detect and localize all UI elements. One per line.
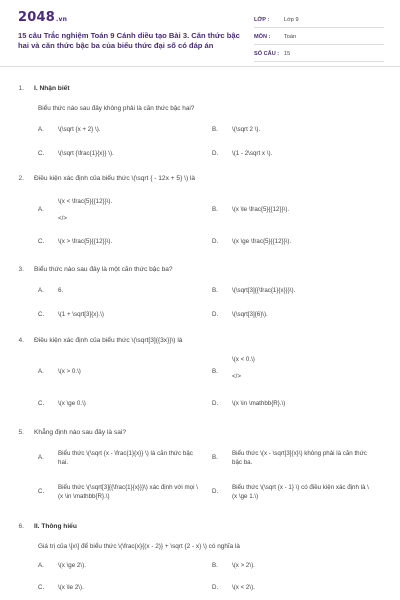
question-number: 4.	[18, 336, 24, 344]
option-a-line-1: \(x < \frac{5}{{12}}\).	[58, 198, 113, 205]
question-2	[0, 166, 400, 261]
meta-value: Toán	[284, 34, 297, 40]
question-number: 5.	[18, 428, 24, 436]
page-header	[0, 0, 400, 67]
options	[38, 556, 400, 600]
question-3	[0, 257, 400, 336]
option-b[interactable]: B. Biểu thức \(x - \sqrt[3]{x}\) không phải là căn thức bậc ba.	[212, 450, 367, 466]
option-c[interactable]: C. \(x \le 2\).	[38, 584, 84, 591]
option-b-line-2: </>	[232, 373, 241, 380]
question-header	[0, 257, 400, 281]
question-heading: I. Nhận biết	[34, 84, 70, 92]
meta-value: Lớp 9	[284, 17, 299, 23]
option-b-line-1: \(x < 0.\)	[232, 356, 255, 363]
option-a[interactable]: A. \(x > 0.\)	[38, 368, 81, 375]
option-b[interactable]: B. \(x > 2\).	[212, 562, 255, 569]
meta-row-grade	[254, 13, 384, 28]
option-c[interactable]: C. \(\sqrt {\frac{1}{x}} \).	[38, 150, 114, 157]
option-b[interactable]: B. \(x \le \frac{5}{{12}}\).	[212, 206, 290, 213]
options	[38, 352, 400, 424]
question-number: 6.	[18, 522, 24, 530]
question-heading: Điều kiện xác định của biểu thức \(\sqrt[3]{{3x}}\) là	[34, 336, 183, 344]
question-heading: Điều kiện xác định của biểu thức \(\sqrt { - 12x + 5} \) là	[34, 174, 196, 182]
options	[38, 190, 400, 260]
page-title: 15 câu Trắc nghiệm Toán 9 Cánh diều tạo Bài 3. Căn thức bậc hai và căn thức bậc ba của biểu thức đại số có đáp án	[18, 31, 240, 50]
question-stem: Giá trị của \[x\] để biểu thức \(\frac{x}{(x - 2)} + \sqrt {2 - x} \) có nghĩa là	[38, 543, 240, 550]
site-logo[interactable]	[18, 10, 67, 25]
question-number: 1.	[18, 84, 24, 92]
meta-value: 15	[284, 51, 291, 57]
option-c[interactable]: C. \(1 + \sqrt[3]{x}.\)	[38, 311, 104, 318]
meta-row-subject	[254, 30, 384, 45]
question-number: 2.	[18, 174, 24, 182]
option-b[interactable]: B. \(x < 0.\) </>	[212, 356, 255, 380]
meta-table	[254, 13, 384, 64]
option-a[interactable]: A. 6.	[38, 287, 64, 294]
option-b[interactable]: B. \(\sqrt[3]{{\frac{1}{x}}}\).	[212, 287, 296, 294]
option-d[interactable]: D. \(x \in \mathbb{R}.\)	[212, 400, 286, 407]
option-a[interactable]: A. \(x < \frac{5}{{12}}\). </>	[38, 198, 113, 222]
question-header	[0, 76, 400, 100]
option-d[interactable]: D. \(x \ge \frac{5}{{12}}\).	[212, 238, 292, 245]
meta-key: MÔN :	[254, 34, 271, 40]
question-header	[0, 166, 400, 190]
question-1	[0, 76, 400, 169]
option-d[interactable]: D. \(1 - 2\sqrt x \).	[212, 150, 273, 157]
option-c[interactable]: C. \(x \ge 0.\)	[38, 400, 86, 407]
option-b[interactable]: B. \(\sqrt 2 \).	[212, 126, 261, 133]
question-header	[0, 328, 400, 352]
logo-tld: .vn	[55, 16, 68, 23]
option-a-line-2: </>	[58, 215, 67, 222]
meta-row-count	[254, 47, 384, 62]
question-header	[0, 420, 400, 444]
option-d[interactable]: D. Biểu thức \(\sqrt {x - 1} \) có điều kiện xác định là \(x \ge 1.\)	[212, 484, 369, 500]
question-4	[0, 328, 400, 425]
logo-text: 2048	[18, 10, 55, 25]
option-a[interactable]: A. Biểu thức \(\sqrt {x - \frac{1}{x}} \) là căn thức bậc hai.	[38, 450, 193, 466]
question-5	[0, 420, 400, 521]
option-d[interactable]: D. \(\sqrt[3]{6}\).	[212, 311, 268, 318]
question-header	[0, 514, 400, 538]
question-6	[0, 514, 400, 600]
options	[38, 444, 400, 520]
meta-key: LỚP :	[254, 17, 270, 23]
options	[38, 118, 400, 168]
question-number: 3.	[18, 265, 24, 273]
option-a[interactable]: A. \(\sqrt {x + 2} \).	[38, 126, 101, 133]
options	[38, 281, 400, 335]
meta-key: SỐ CÂU :	[254, 51, 280, 57]
option-d[interactable]: D. \(x < 2\).	[212, 584, 255, 591]
option-c[interactable]: C. Biểu thức \(\sqrt[3]{{\frac{1}{x}}}\) xác định với mọi \(x \in \mathbb{R}.\)	[38, 484, 198, 500]
question-stem: Biểu thức nào sau đây không phải là căn thức bậc hai?	[38, 105, 195, 112]
option-a[interactable]: A. \(x \ge 2\).	[38, 562, 86, 569]
option-c[interactable]: C. \(x > \frac{5}{{12}}\).	[38, 238, 113, 245]
question-heading: Khẳng định nào sau đây là sai?	[34, 428, 127, 436]
question-heading: Biểu thức nào sau đây là một căn thức bậc ba?	[34, 265, 173, 273]
question-heading: II. Thông hiểu	[34, 522, 77, 530]
